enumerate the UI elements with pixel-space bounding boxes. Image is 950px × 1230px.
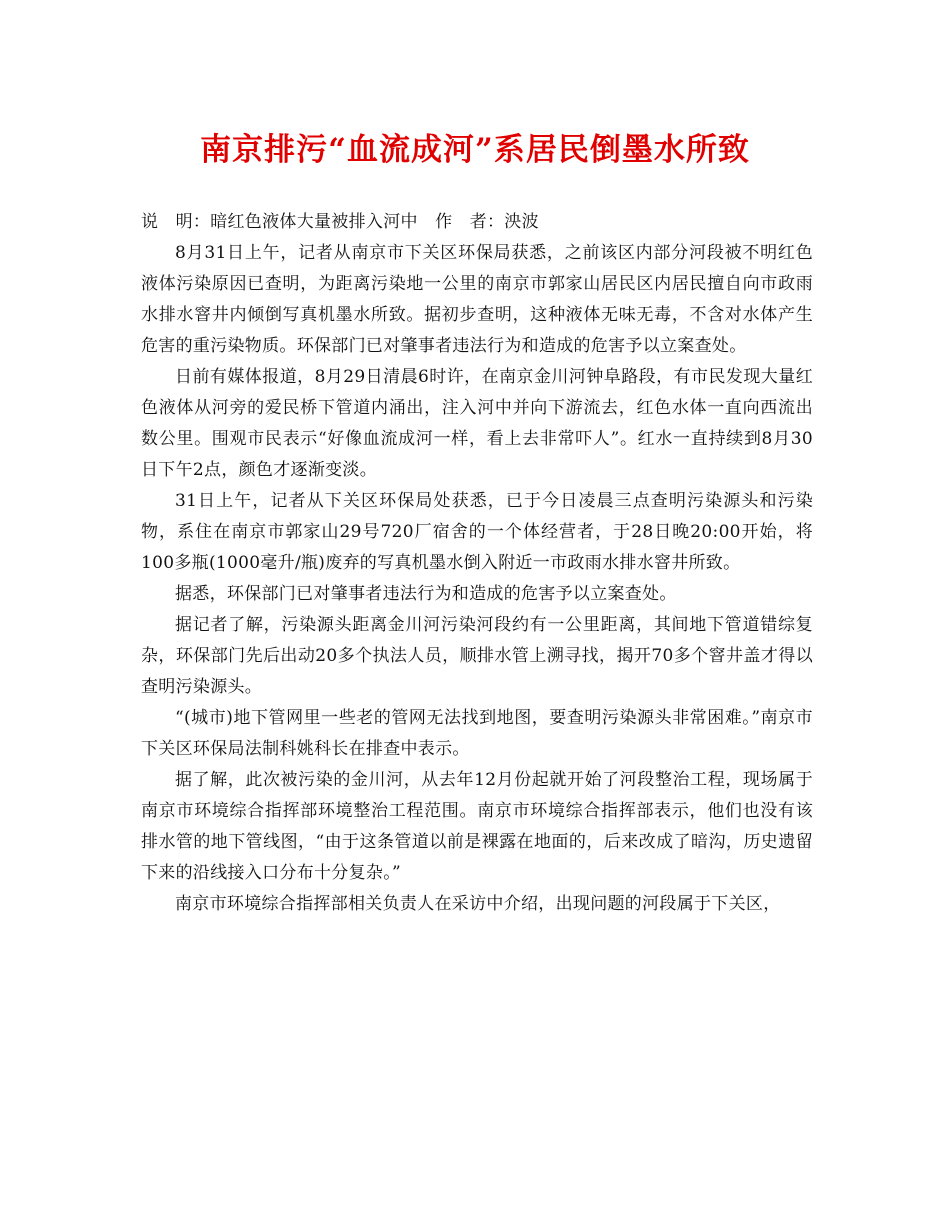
paragraph: 南京市环境综合指挥部相关负责人在采访中介绍，出现问题的河段属于下关区， — [175, 894, 781, 914]
paragraph: 据悉，环保部门已对肇事者违法行为和造成的危害予以立案查处。 — [175, 584, 677, 604]
paragraph: “(城市)地下管网里一些老的管网无法找到地图，要查明污染源头非常困难。”南京市下关区环保局法制科姚科长在排查中表示。 — [141, 708, 813, 759]
paragraph: 日前有媒体报道，8月29日清晨6时许，在南京金川河钟阜路段，有市民发现大量红色液体从河旁的爱民桥下管道内涌出，注入河中并向下游流去，红色水体一直向西流出数公里。围观市民表示“好像血流成河一样，看上去非常吓人”。红水一直持续到8月30日下午2点，颜色才逐渐变淡。 — [141, 367, 813, 480]
document-body — [141, 207, 813, 920]
paragraph: 据了解，此次被污染的金川河，从去年12月份起就开始了河段整治工程，现场属于南京市环境综合指挥部环境整治工程范围。南京市环境综合指挥部表示，他们也没有该排水管的地下管线图，“由于这条管道以前是裸露在地面的，后来改成了暗沟，历史遗留下来的沿线接入口分布十分复杂。” — [141, 770, 813, 883]
paragraph: 8月31日上午，记者从南京市下关区环保局获悉，之前该区内部分河段被不明红色液体污染原因已查明，为距离污染地一公里的南京市郭家山居民区内居民擅自向市政雨水排水窨井内倾倒写真机墨水所致。据初步查明，这种液体无味无毒，不含对水体产生危害的重污染物质。环保部门已对肇事者违法行为和造成的危害予以立案查处。 — [141, 243, 813, 356]
paragraph: 据记者了解，污染源头距离金川河污染河段约有一公里距离，其间地下管道错综复杂，环保部门先后出动20多个执法人员，顺排水管上溯寻找，揭开70多个窨井盖才得以查明污染源头。 — [141, 615, 813, 697]
image-caption: 说 明：暗红色液体大量被排入河中 作 者：泱波 — [141, 212, 539, 232]
document-title: 南京排污“血流成河”系居民倒墨水所致 — [200, 132, 750, 168]
paragraph: 31日上午，记者从下关区环保局处获悉，已于今日凌晨三点查明污染源头和污染物，系住在南京市郭家山29号720厂宿舍的一个体经营者，于28日晚20:00开始，将100多瓶(1000毫升/瓶)废弃的写真机墨水倒入附近一市政雨水排水窨井所致。 — [141, 491, 813, 573]
